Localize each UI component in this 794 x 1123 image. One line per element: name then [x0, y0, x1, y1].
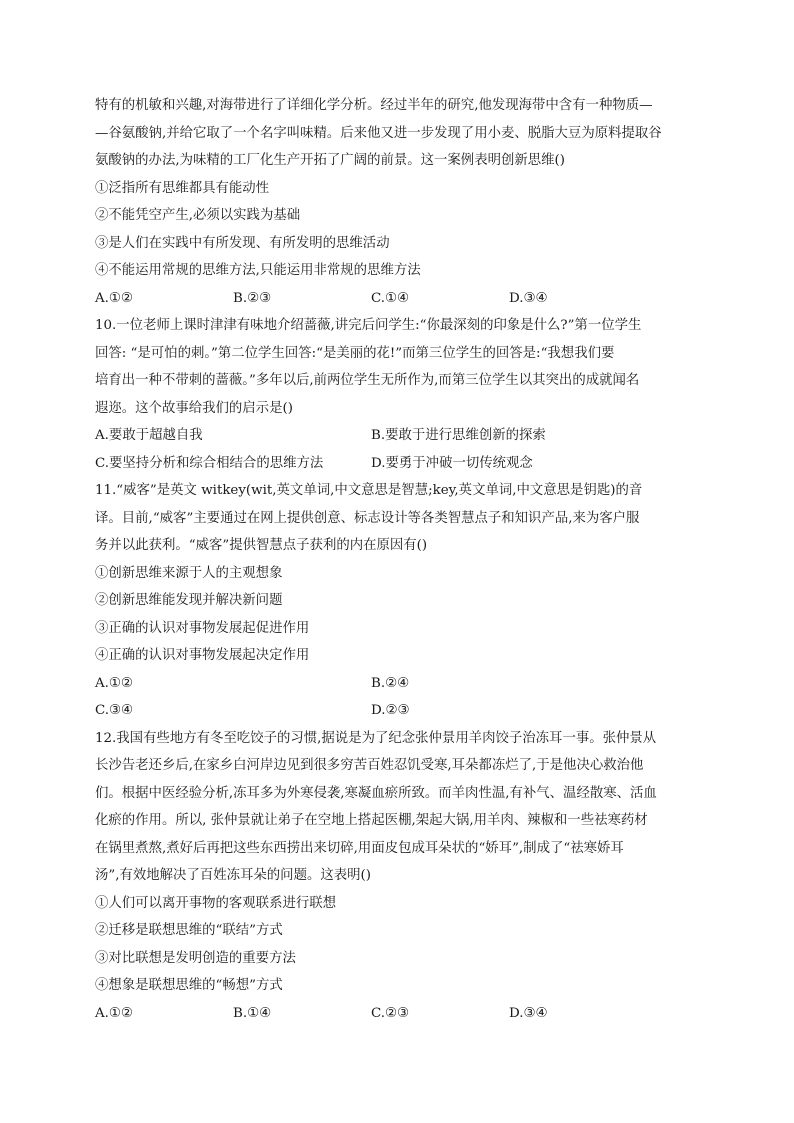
question-11 [95, 477, 715, 725]
statement-item: ④正确的认识对事物发展起决定作用 [95, 648, 310, 663]
answer-options [95, 670, 715, 698]
answer-options [95, 422, 715, 450]
statement-item: ③正确的认识对事物发展起促进作用 [95, 620, 310, 636]
option-a: A.①② [95, 675, 133, 691]
question-stem-line: 氨酸钠的办法,为味精的工厂化生产开拓了广阔的前景。这一案例表明创新思维() [95, 153, 565, 168]
question-stem-line: 译。目前,“威客”主要通过在网上提供创意、标志设计等各类智慧点子和知识产品,来为客户服 [95, 510, 640, 526]
answer-options [95, 450, 715, 478]
option-d: D.③④ [509, 1005, 548, 1021]
question-stem-line: 12.我国有些地方有冬至吃饺子的习惯,据说是为了纪念张仲景用羊肉饺子治冻耳一事。张仲景从 [95, 730, 657, 746]
statement-item: ④想象是联想思维的“畅想”方式 [95, 978, 283, 993]
question-stem-line: —谷氨酸钠,并给它取了一个名字叫味精。后来他又进一步发现了用小麦、脱脂大豆为原料提取谷 [95, 125, 662, 141]
option-c: C.要坚持分析和综合相结合的思维方法 [95, 455, 324, 471]
option-c: C.③④ [95, 703, 134, 718]
option-b: B.要敢于进行思维创新的探索 [371, 428, 546, 443]
option-a: A.①② [95, 1005, 133, 1021]
statement-item: ①人们可以离开事物的客观联系进行联想 [95, 895, 337, 911]
statement-item: ③对比联想是发明创造的重要方法 [95, 950, 296, 966]
statement-item: ②迁移是联想思维的“联结”方式 [95, 923, 283, 938]
option-b: B.②③ [233, 290, 272, 306]
option-d: D.③④ [509, 290, 548, 306]
question-stem-line: 汤”,有效地解决了百姓冻耳朵的问题。这表明() [95, 868, 371, 883]
statement-item: ①泛指所有思维都具有能动性 [95, 180, 270, 196]
option-d: D.②③ [371, 703, 410, 718]
question-stem-line: 特有的机敏和兴趣,对海带进行了详细化学分析。经过半年的研究,他发现海带中含有一种物质— [95, 98, 653, 113]
question-stem-line: 遐迩。这个故事给我们的启示是() [95, 400, 293, 416]
option-c: C.②③ [371, 1005, 410, 1021]
question-stem-line: 培育出一种不带刺的蔷薇。”多年以后,前两位学生无所作为,而第三位学生以其突出的成就闻名 [95, 373, 640, 388]
statement-item: ④不能运用常规的思维方法,只能运用非常规的思维方法 [95, 263, 421, 278]
question-stem-line: 务并以此获利。“威客”提供智慧点子获利的内在原因有() [95, 538, 428, 553]
answer-options [95, 697, 715, 725]
option-a: A.①② [95, 290, 133, 306]
option-a: A.要敢于超越自我 [95, 428, 203, 443]
question-9 [95, 92, 715, 312]
question-stem-line: 10.一位老师上课时津津有味地介绍蔷薇,讲完后问学生:“你最深刻的印象是什么?”第一位学生 [95, 318, 642, 333]
statement-item: ②不能凭空产生,必须以实践为基础 [95, 208, 301, 223]
statement-item: ①创新思维来源于人的主观想象 [95, 565, 283, 581]
question-stem-line: 们。根据中医经验分析,冻耳多为外寒侵袭,寒凝血瘀所致。而羊肉性温,有补气、温经散寒、活血 [95, 785, 657, 801]
question-stem-line: 长沙告老还乡后,在家乡白河岸边见到很多穷苦百姓忍饥受寒,耳朵都冻烂了,于是他决心救治他 [95, 758, 644, 773]
option-b: B.①④ [233, 1005, 272, 1021]
statement-item: ②创新思维能发现并解决新问题 [95, 593, 283, 608]
option-b: B.②④ [371, 675, 410, 691]
answer-options [95, 285, 715, 313]
answer-options [95, 1000, 715, 1028]
option-d: D.要勇于冲破一切传统观念 [371, 455, 533, 471]
statement-item: ③是人们在实践中有所发现、有所发明的思维活动 [95, 235, 390, 251]
question-12 [95, 725, 715, 1028]
question-stem-line: 11.“威客”是英文 witkey(wit,英文单词,中文意思是智慧;key,英文单词,中文意思是钥匙)的音 [95, 483, 643, 498]
option-c: C.①④ [371, 290, 410, 306]
question-10 [95, 312, 715, 477]
question-stem-line: 回答: “是可怕的刺。”第二位学生回答:“是美丽的花!”而第三位学生的回答是:“我想我们要 [95, 345, 615, 361]
question-stem-line: 化瘀的作用。所以, 张仲景就让弟子在空地上搭起医棚,架起大锅,用羊肉、辣椒和一些祛寒药材 [95, 813, 648, 828]
exam-page [95, 92, 715, 1027]
question-stem-line: 在锅里煮熬,煮好后再把这些东西捞出来切碎,用面皮包成耳朵状的“娇耳”,制成了“祛寒娇耳 [95, 840, 624, 856]
